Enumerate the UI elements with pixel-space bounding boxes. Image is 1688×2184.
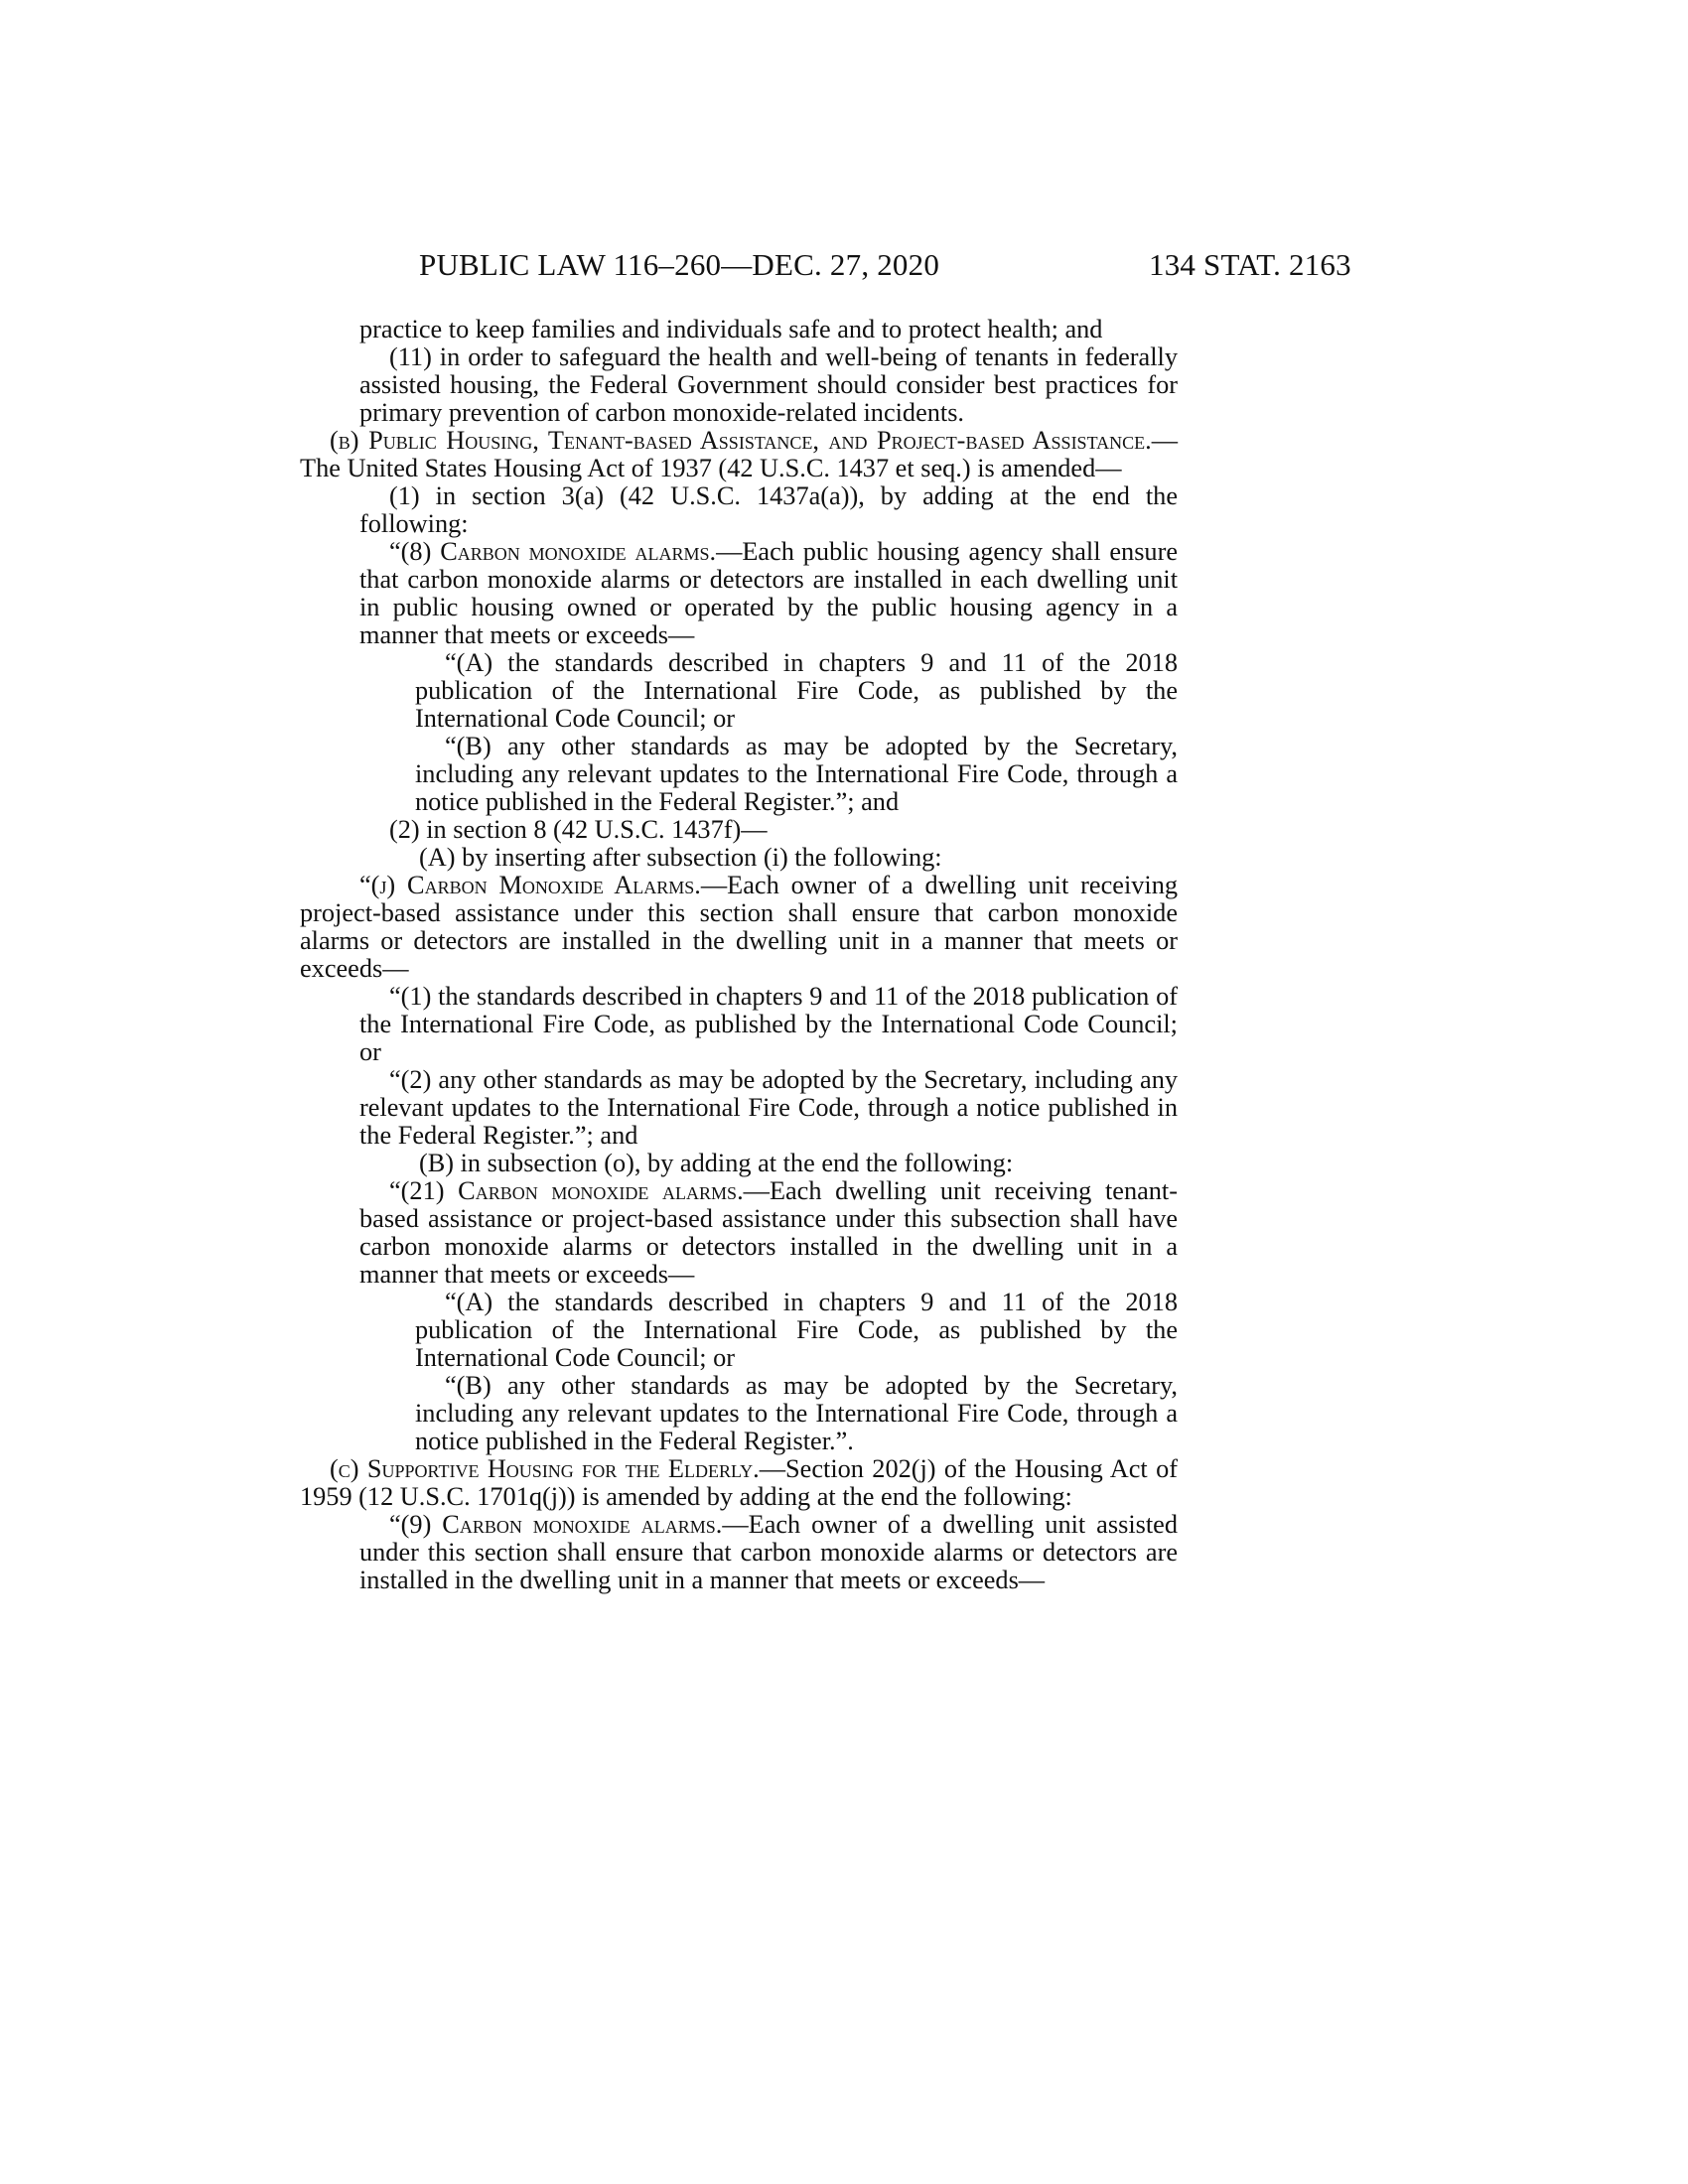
paragraph-text: —Section 202(j) of the Housing Act of 1959 (12 U.S.C. 1701q(j)) is amended by adding at the end the following:: [300, 1454, 1178, 1511]
paragraph-text: —Each dwelling unit receiving tenant-based assistance or project-based assistance under this subsection shall have carbon monoxide alarms or detectors installed in the dwelling unit in a manner that meets or exceeds—: [359, 1176, 1178, 1289]
paragraph: “(B) any other standards as may be adopted by the Secretary, including any relevant updates to the International Fire Code, through a notice published in the Federal Register.”.: [415, 1371, 1178, 1455]
paragraph: “(A) the standards described in chapters 9 and 11 of the 2018 publication of the International Fire Code, as published by the International Code Council; or: [415, 648, 1178, 733]
paragraph: (B) in subsection (o), by adding at the end the following:: [419, 1149, 1014, 1177]
paragraph: [300, 872, 1178, 983]
section-heading: “(21) Carbon monoxide alarms.: [389, 1176, 744, 1205]
paragraph: “(B) any other standards as may be adopted by the Secretary, including any relevant updates to the International Fire Code, through a notice published in the Federal Register.”; and: [415, 732, 1178, 816]
paragraph: “(A) the standards described in chapters 9 and 11 of the 2018 publication of the International Fire Code, as published by the International Code Council; or: [415, 1288, 1178, 1372]
paragraph: “(2) any other standards as may be adopted by the Secretary, including any relevant updates to the International Fire Code, through a notice published in the Federal Register.”; and: [359, 1065, 1178, 1150]
running-head-stat: 134 STAT. 2163: [1149, 247, 1351, 282]
paragraph-text: —Each owner of a dwelling unit receiving project-based assistance under this section shall ensure that carbon monoxide alarms or detectors are installed in the dwelling unit in a manner that meets or exceeds—: [300, 871, 1178, 983]
section-heading: “(j) Carbon Monoxide Alarms.: [359, 871, 701, 899]
section-heading: “(9) Carbon monoxide alarms.: [389, 1510, 723, 1539]
running-head-law: PUBLIC LAW 116–260—DEC. 27, 2020: [419, 247, 940, 282]
section-heading: (b) Public Housing, Tenant-based Assistance, and Project-based Assistance.: [330, 426, 1152, 455]
paragraph-text: —The United States Housing Act of 1937 (42 U.S.C. 1437 et seq.) is amended—: [300, 426, 1178, 482]
paragraph: [300, 538, 1178, 649]
paragraph: (A) by inserting after subsection (i) the following:: [419, 843, 942, 872]
paragraph: [300, 1455, 1178, 1511]
paragraph: “(1) the standards described in chapters 9 and 11 of the 2018 publication of the International Fire Code, as published by the International Code Council; or: [359, 982, 1178, 1066]
paragraph: (11) in order to safeguard the health and well-being of tenants in federally assisted housing, the Federal Government should consider best practices for primary prevention of carbon monoxide-related incidents.: [359, 342, 1178, 427]
paragraph: practice to keep families and individuals safe and to protect health; and: [359, 315, 1103, 343]
paragraph-text: —Each public housing agency shall ensure that carbon monoxide alarms or detectors are installed in each dwelling unit in public housing owned or operated by the public housing agency in a manner that meets or exceeds—: [359, 537, 1179, 649]
paragraph: [300, 427, 1178, 482]
paragraph: [300, 1177, 1178, 1289]
paragraph-text: —Each owner of a dwelling unit assisted under this section shall ensure that carbon monoxide alarms or detectors are installed in the dwelling unit in a manner that meets or exceeds—: [359, 1510, 1178, 1594]
paragraph: [300, 1511, 1178, 1594]
paragraph: (2) in section 8 (42 U.S.C. 1437f)—: [389, 815, 768, 844]
section-heading: (c) Supportive Housing for the Elderly.: [330, 1454, 760, 1483]
paragraph: (1) in section 3(a) (42 U.S.C. 1437a(a)), by adding at the end the following:: [359, 481, 1178, 538]
section-heading: “(8) Carbon monoxide alarms.: [389, 537, 717, 566]
document-body: [300, 316, 1178, 1594]
